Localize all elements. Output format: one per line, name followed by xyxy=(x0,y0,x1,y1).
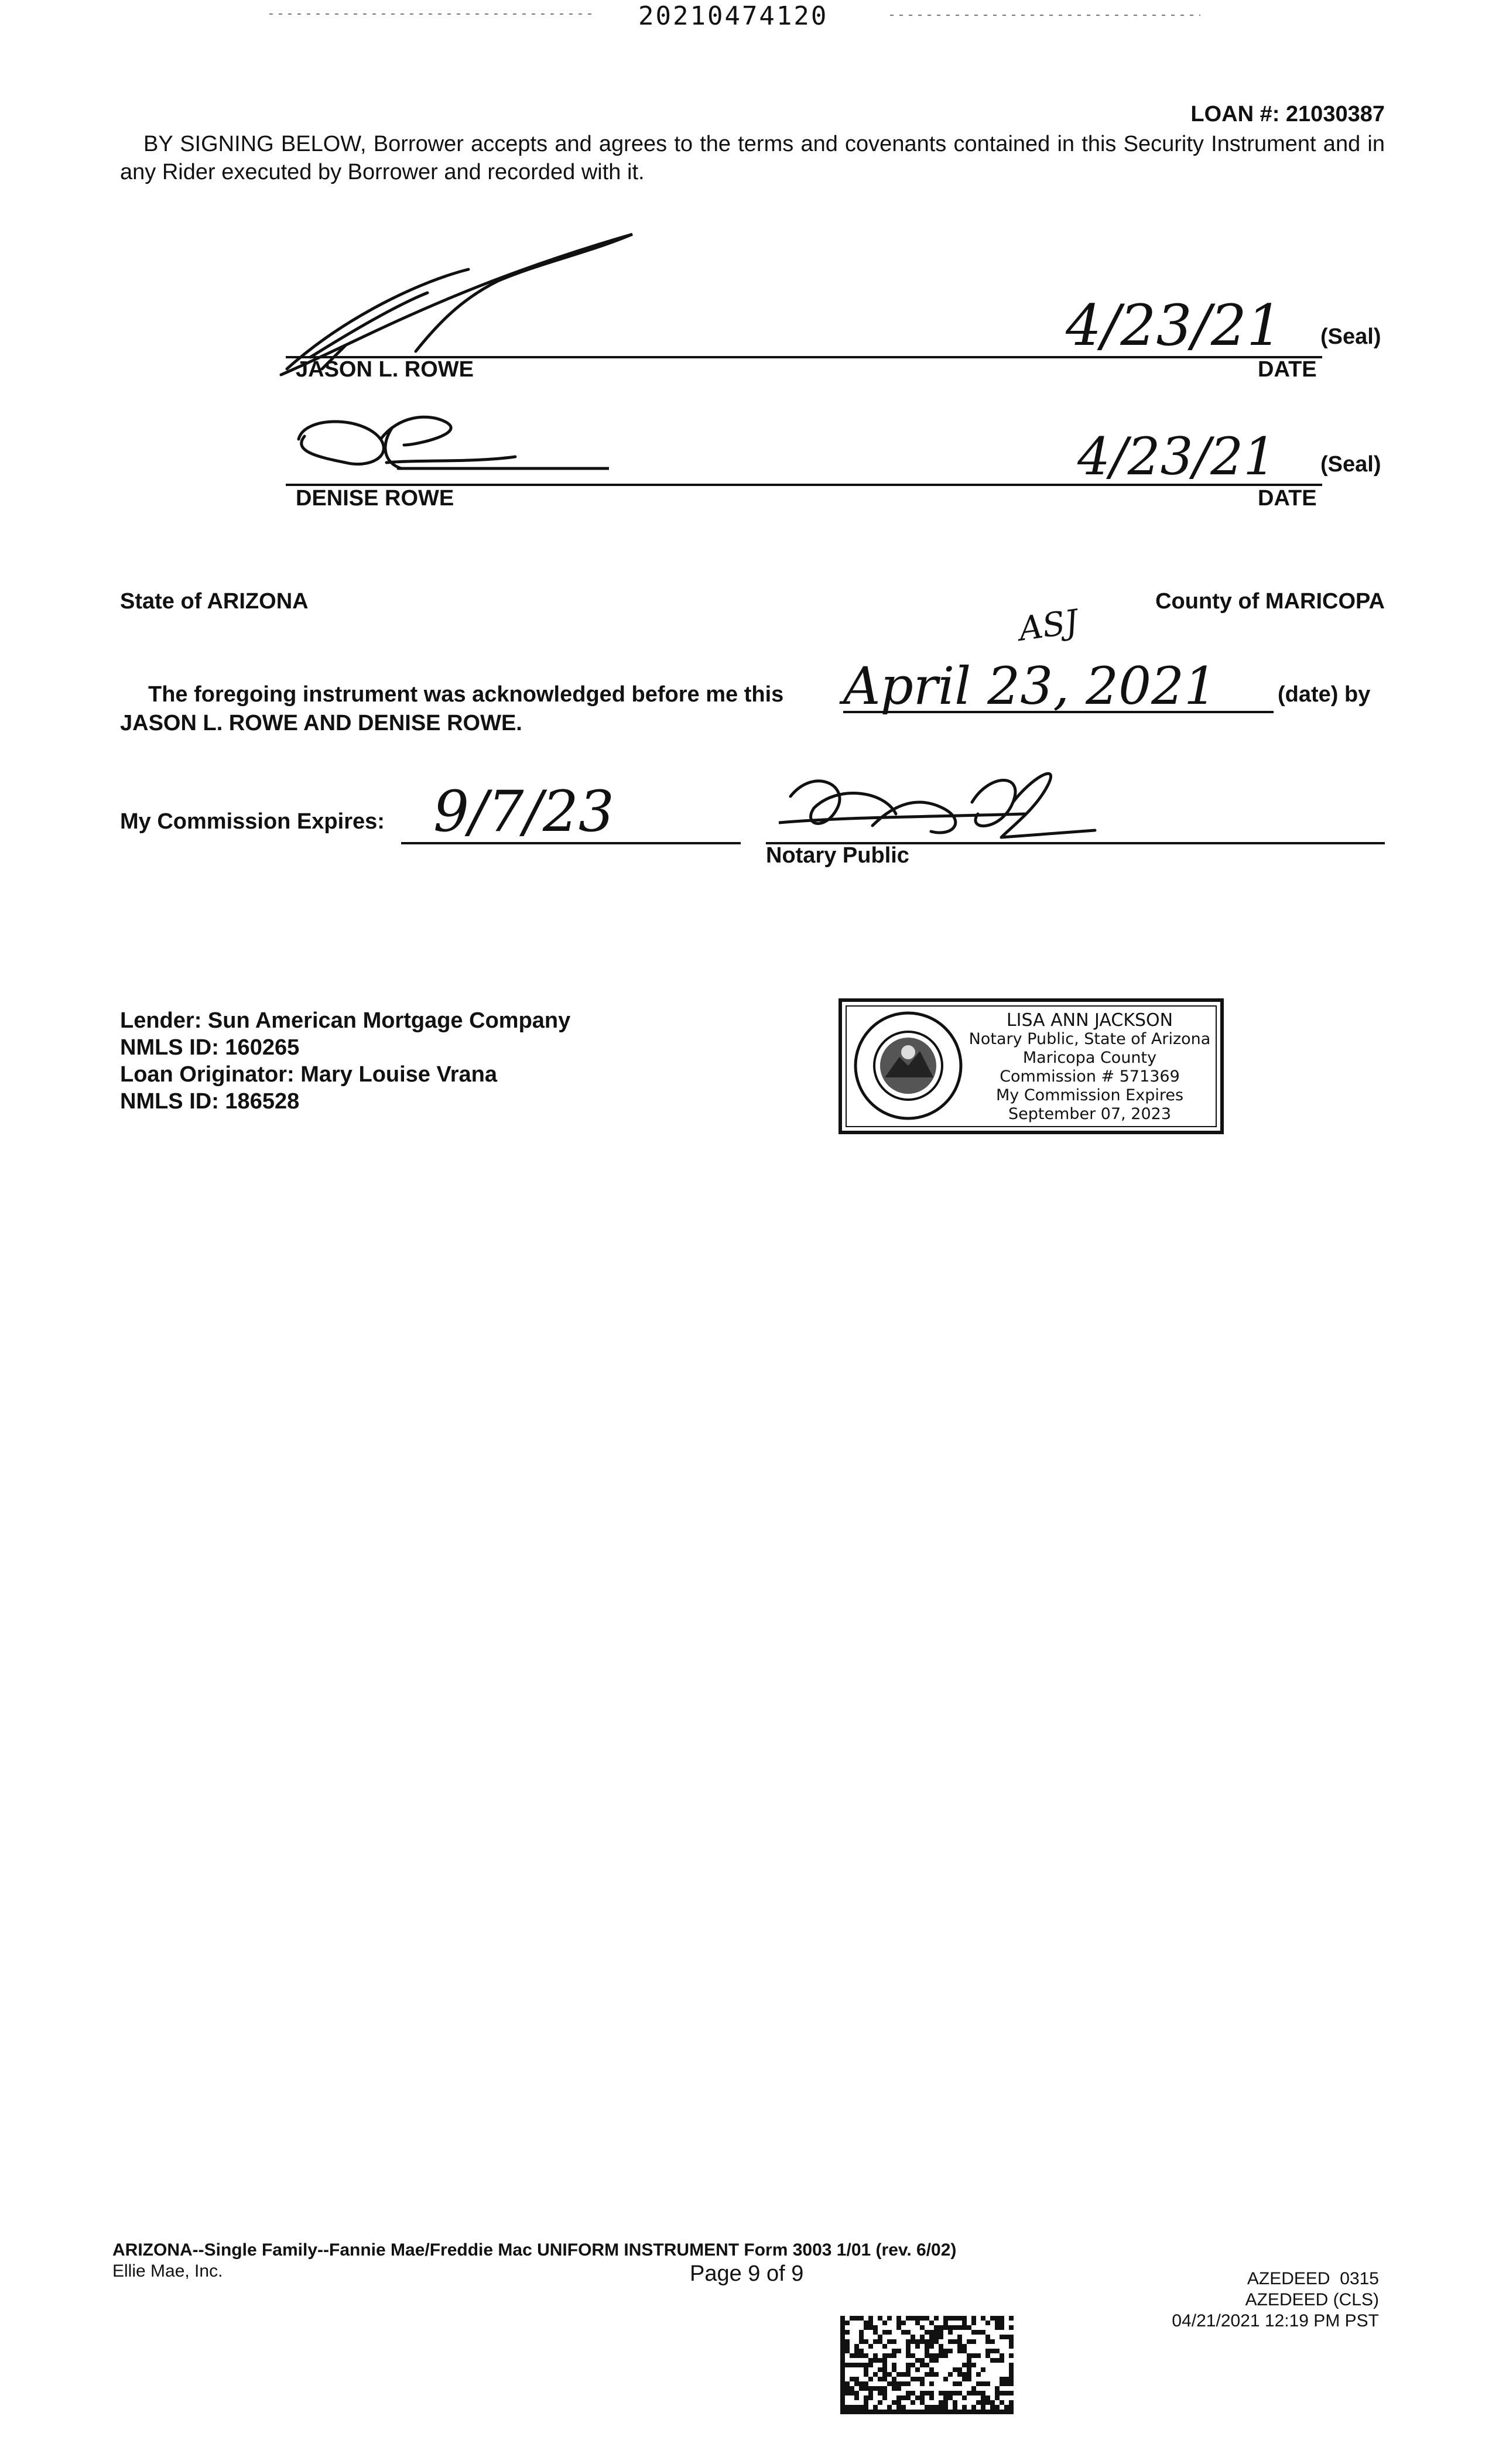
scan-noise-graphic xyxy=(269,8,1206,22)
commission-line xyxy=(401,842,741,844)
stamp-notary-name: LISA ANN JACKSON xyxy=(1006,1010,1173,1031)
header-scan-marks xyxy=(269,8,1206,25)
footer-codes xyxy=(1172,2268,1379,2332)
document-number: 20210474120 xyxy=(638,1,829,31)
state-label: State of ARIZONA xyxy=(120,589,309,614)
footer-code-2: AZEDEED (CLS) xyxy=(1245,2290,1379,2309)
acknowledged-parties: JASON L. ROWE AND DENISE ROWE. xyxy=(120,711,522,735)
datamatrix-barcode-icon xyxy=(840,2315,1014,2415)
acknowledgement-date: April 23, 2021 xyxy=(843,656,1217,716)
footer-form-line: ARIZONA--Single Family--Fannie Mae/Freddie Mac UNIFORM INSTRUMENT Form 3003 1/01 (rev. 6/02) xyxy=(112,2240,957,2260)
acknowledgement-text: The foregoing instrument was acknowledged before me this xyxy=(148,682,784,707)
county-label: County of MARICOPA xyxy=(1155,589,1385,614)
notary-public-label: Notary Public xyxy=(766,843,909,868)
stamp-expires-label: My Commission Expires xyxy=(995,1086,1184,1104)
date-label-1: DATE xyxy=(1258,357,1317,382)
stamp-commission-number: Commission # 571369 xyxy=(1000,1067,1180,1086)
borrower-date-jason: 4/23/21 xyxy=(1066,293,1283,358)
date-by-label: (date) by xyxy=(1278,682,1371,707)
originator-nmls: NMLS ID: 186528 xyxy=(120,1089,300,1114)
stamp-county: Maricopa County xyxy=(1022,1049,1157,1067)
notary-initials: ASJ xyxy=(1016,603,1081,649)
loan-number: LOAN #: 21030387 xyxy=(1190,102,1385,126)
date-label-2: DATE xyxy=(1258,486,1317,511)
seal-label-1: (Seal) xyxy=(1320,324,1381,349)
lender-info xyxy=(120,1007,570,1115)
footer-page-number: Page 9 of 9 xyxy=(690,2261,804,2286)
commission-expires-label: My Commission Expires: xyxy=(120,809,385,834)
intro-paragraph: BY SIGNING BELOW, Borrower accepts and agrees to the terms and covenants contained in this Security Instrument and in any Rider executed by Borrower and recorded with it. xyxy=(120,132,1385,184)
state-seal xyxy=(853,1010,964,1124)
borrower-date-denise: 4/23/21 xyxy=(1077,426,1276,487)
lender-name: Lender: Sun American Mortgage Company xyxy=(120,1008,571,1033)
notary-stamp xyxy=(839,998,1224,1134)
footer-company: Ellie Mae, Inc. xyxy=(112,2261,223,2281)
barcode xyxy=(840,2315,1014,2418)
arizona-seal-icon xyxy=(853,1010,964,1121)
loan-originator: Loan Originator: Mary Louise Vrana xyxy=(120,1062,498,1087)
seal-label-2: (Seal) xyxy=(1320,452,1381,477)
commission-expires-date: 9/7/23 xyxy=(433,779,614,844)
footer-code-1: AZEDEED 0315 xyxy=(1247,2269,1379,2288)
stamp-expires-date: September 07, 2023 xyxy=(1008,1105,1172,1123)
stamp-text xyxy=(959,1011,1220,1124)
borrower-name-jason: JASON L. ROWE xyxy=(296,357,474,382)
footer-timestamp: 04/21/2021 12:19 PM PST xyxy=(1172,2311,1379,2330)
stamp-title: Notary Public, State of Arizona xyxy=(968,1030,1211,1048)
borrower-name-denise: DENISE ROWE xyxy=(296,486,454,511)
lender-nmls: NMLS ID: 160265 xyxy=(120,1035,300,1060)
